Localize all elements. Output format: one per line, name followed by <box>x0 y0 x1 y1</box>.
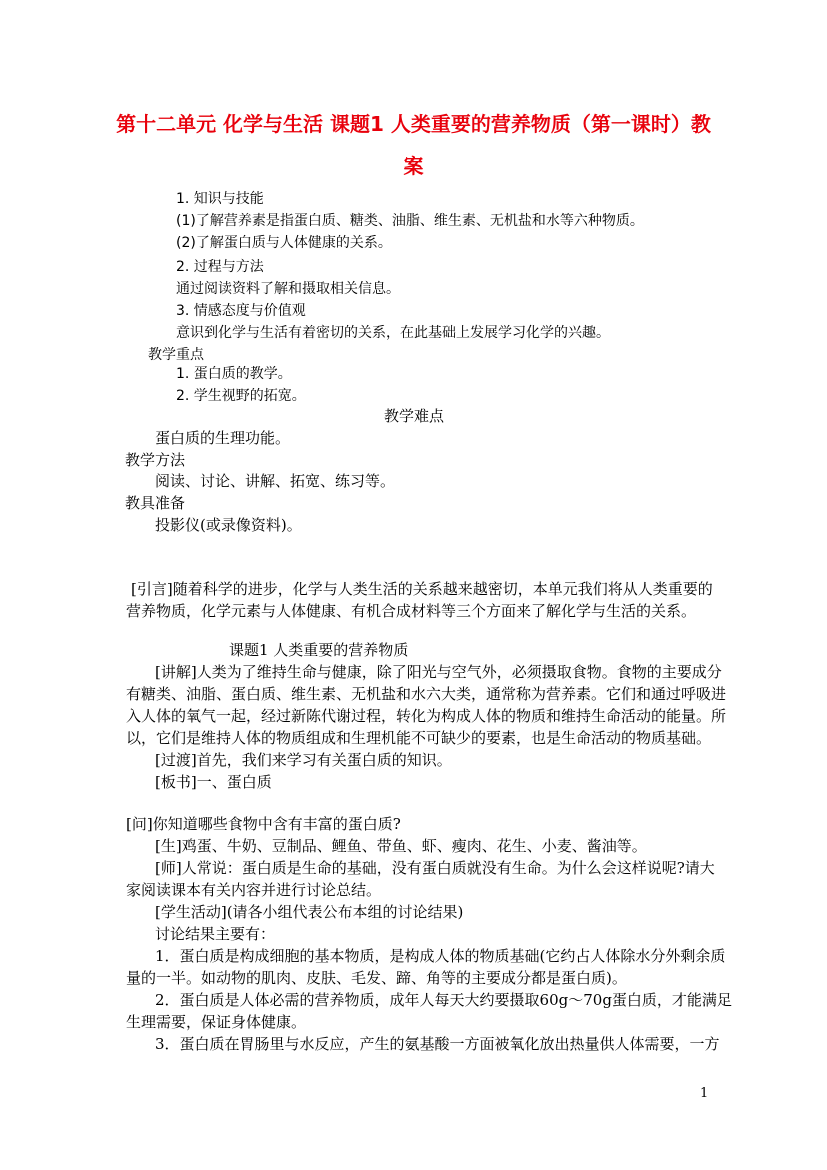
lecture-line-2: 有糖类、油脂、蛋白质、维生素、无机盐和水六大类，通常称为营养素。它们和通过呼吸进 <box>126 685 727 703</box>
board-line: [板书]一、蛋白质 <box>155 773 272 791</box>
teacher-line-1: [师]人常说：蛋白质是生命的基础，没有蛋白质就没有生命。为什么会这样说呢?请大 <box>155 859 715 877</box>
difficulty-text: 蛋白质的生理功能。 <box>155 429 291 447</box>
objective-process-heading: 2. 过程与方法 <box>176 259 264 275</box>
key-points-heading: 教学重点 <box>148 347 204 363</box>
objective-process-text: 通过阅读资料了解和摄取相关信息。 <box>176 281 400 297</box>
result-3-line-1: 3．蛋白质在胃肠里与水反应，产生的氨基酸一方面被氧化放出热量供人体需要，一方 <box>155 1035 720 1053</box>
objective-attitude-heading: 3. 情感态度与价值观 <box>176 303 306 319</box>
student-activity-line: [学生活动](请各小组代表公布本组的讨论结果) <box>155 903 464 921</box>
page-number: 1 <box>700 1086 709 1101</box>
lecture-line-1: [讲解]人类为了维持生命与健康，除了阳光与空气外，必须摄取食物。食物的主要成分 <box>155 663 722 681</box>
result-2-line-2: 生理需要，保证身体健康。 <box>126 1013 307 1031</box>
discussion-result-heading: 讨论结果主要有： <box>155 925 276 943</box>
result-2-line-1: 2．蛋白质是人体必需的营养物质，成年人每天大约要摄取60g～70g蛋白质，才能满足 <box>155 991 732 1009</box>
document-title-line1: 第十二单元 化学与生活 课题1 人类重要的营养物质（第一课时）教 <box>116 112 711 136</box>
objective-attitude-text: 意识到化学与生活有着密切的关系，在此基础上发展学习化学的兴趣。 <box>176 325 610 341</box>
teacher-line-2: 家阅读课本有关内容并进行讨论总结。 <box>126 881 382 899</box>
key-point-1: 1. 蛋白质的教学。 <box>176 366 292 382</box>
objective-knowledge-item-2: (2)了解蛋白质与人体健康的关系。 <box>176 235 392 251</box>
document-title-line2: 案 <box>403 154 424 178</box>
intro-line-2: 营养物质，化学元素与人体健康、有机合成材料等三个方面来了解化学与生活的关系。 <box>126 602 697 620</box>
key-point-2: 2. 学生视野的拓宽。 <box>176 388 306 404</box>
student-answer-line: [生]鸡蛋、牛奶、豆制品、鲤鱼、带鱼、虾、瘦肉、花生、小麦、酱油等。 <box>155 837 647 855</box>
tools-text: 投影仪(或录像资料)。 <box>155 516 302 534</box>
intro-line-1: [引言]随着科学的进步，化学与人类生活的关系越来越密切，本单元我们将从人类重要的 <box>131 580 713 598</box>
tools-heading: 教具准备 <box>125 494 186 512</box>
objective-knowledge-item-1: (1)了解营养素是指蛋白质、糖类、油脂、维生素、无机盐和水等六种物质。 <box>176 213 644 229</box>
lecture-line-3: 入人体的氧气一起，经过新陈代谢过程，转化为构成人体的物质和维持生命活动的能量。所 <box>126 707 727 725</box>
lesson-title: 课题1 人类重要的营养物质 <box>229 641 409 659</box>
lecture-line-4: 以，它们是维持人体的物质组成和生理机能不可缺少的要素，也是生命活动的物质基础。 <box>126 729 712 747</box>
method-text: 阅读、讨论、讲解、拓宽、练习等。 <box>155 472 396 490</box>
question-line: [问]你知道哪些食物中含有丰富的蛋白质? <box>126 815 401 833</box>
transition-line: [过渡]首先，我们来学习有关蛋白质的知识。 <box>155 751 452 769</box>
result-1-line-1: 1．蛋白质是构成细胞的基本物质，是构成人体的物质基础(它约占人体除水分外剩余质 <box>155 947 726 965</box>
method-heading: 教学方法 <box>125 451 186 469</box>
objective-knowledge-heading: 1. 知识与技能 <box>176 191 264 207</box>
result-1-line-2: 量的一半。如动物的肌肉、皮肤、毛发、蹄、角等的主要成分都是蛋白质)。 <box>126 969 627 987</box>
difficulty-heading: 教学难点 <box>384 407 445 425</box>
